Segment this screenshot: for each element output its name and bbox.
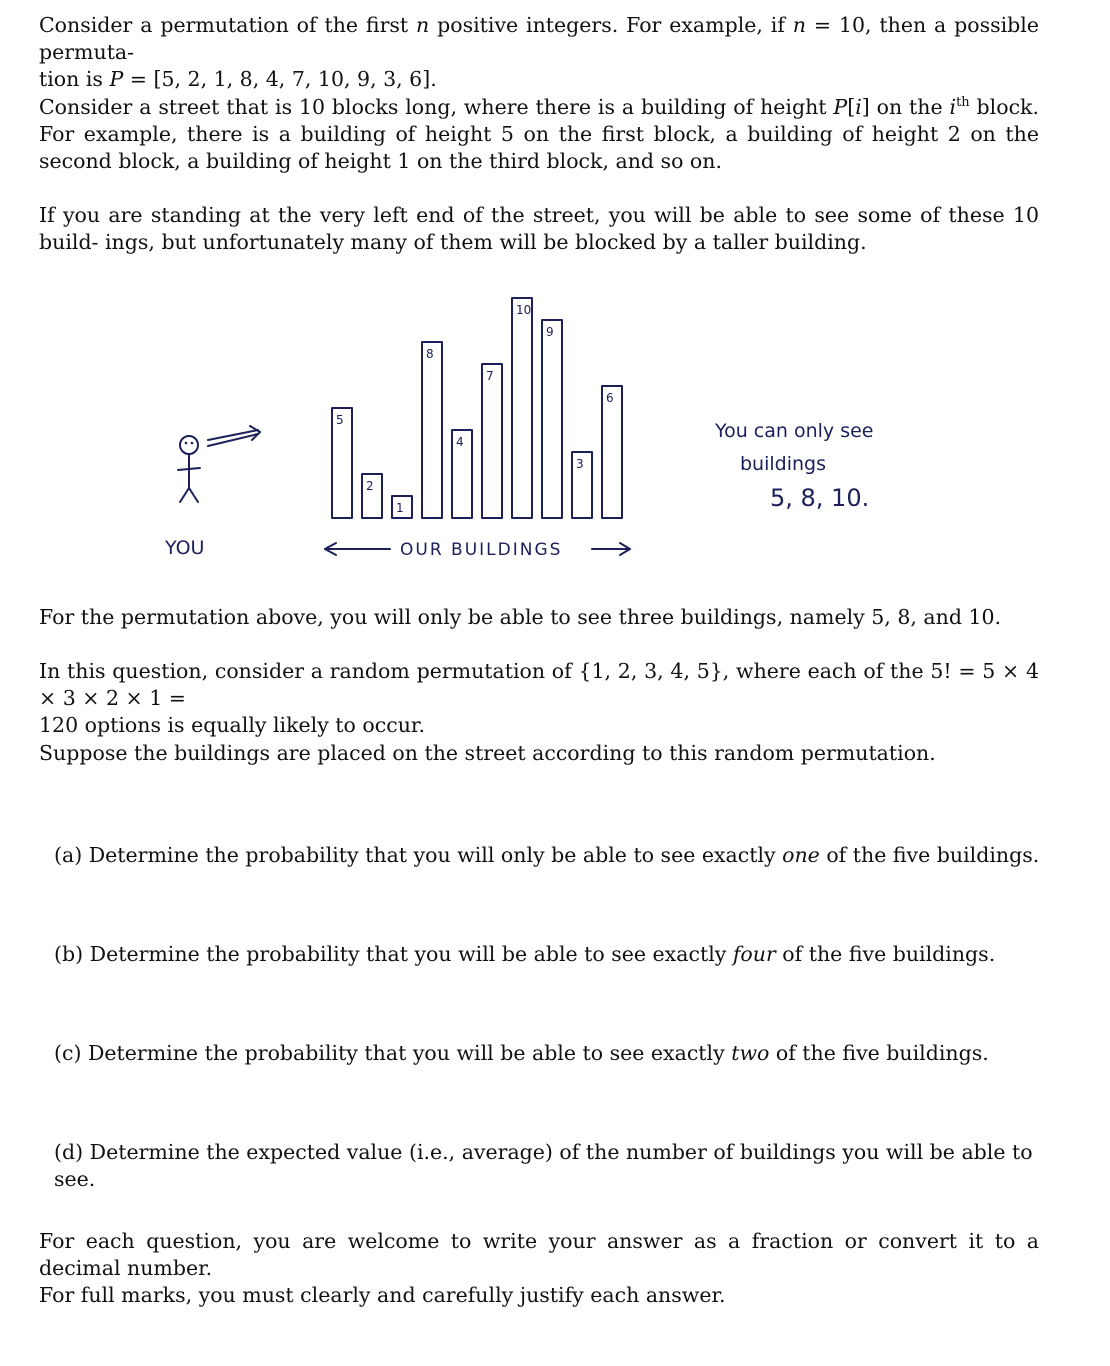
question-c: (c) Determine the probability that you will be able to see exactly two of the five buildings. xyxy=(54,1041,989,1065)
building-label: 8 xyxy=(426,347,434,361)
building-label: 5 xyxy=(336,413,344,427)
building-10 xyxy=(512,298,532,518)
street-label: OUR BUILDINGS xyxy=(400,540,563,560)
question-b: (b) Determine the probability that you will be able to see exactly four of the five buildings. xyxy=(54,942,996,966)
intro-paragraph-1: Consider a permutation of the first n positive integers. For example, if n = 10, then a possible permuta- tion is P = [5, 2, 1, 8, 4, 7, 10, 9, 3, 6]. xyxy=(39,13,1039,91)
stick-figure-icon xyxy=(178,436,200,502)
building-label: 1 xyxy=(396,501,404,515)
building-label: 10 xyxy=(516,303,532,317)
building-label: 9 xyxy=(546,325,554,339)
buildings-group xyxy=(332,298,622,518)
line-of-sight-arrow-icon xyxy=(208,426,260,446)
intro-paragraph-2: Consider a street that is 10 blocks long, where there is a building of height P[i] on the $i^{th}$ block. For example, there is a building of height 5 on the first block, a building of height 2 on the second block, a building of height 1 on the third block, and so on. xyxy=(39,95,1039,173)
question-d: (d) Determine the expected value (i.e., average) of the number of buildings you will be able to see. xyxy=(54,1140,1033,1191)
paragraph-visible-count: For the permutation above, you will only be able to see three buildings, namely 5, 8, and 10. xyxy=(39,605,1002,629)
note-line-1: You can only see xyxy=(715,420,874,442)
footer-instructions: For each question, you are welcome to write your answer as a fraction or convert it to a decimal number. For full marks, you must clearly and carefully justify each answer. xyxy=(39,1229,1039,1307)
building-label: 6 xyxy=(606,391,614,405)
building-9 xyxy=(542,320,562,518)
intro-paragraph-3: If you are standing at the very left end of the street, you will be able to see some of these 10 build- ings, but unfortunately many of them will be blocked by a taller building. xyxy=(39,203,1039,254)
building-label: 4 xyxy=(456,435,464,449)
note-line-2: buildings xyxy=(740,453,827,475)
buildings-sketch xyxy=(160,280,940,570)
building-label: 7 xyxy=(486,369,494,383)
question-a: (a) Determine the probability that you will only be able to see exactly one of the five buildings. xyxy=(54,843,1040,867)
building-7 xyxy=(482,364,502,518)
note-line-3: 5, 8, 10. xyxy=(770,484,870,512)
paragraph-placement: Suppose the buildings are placed on the street according to this random permutation. xyxy=(39,741,936,765)
building-label: 3 xyxy=(576,457,584,471)
person-label: YOU xyxy=(165,537,205,559)
building-label: 2 xyxy=(366,479,374,493)
building-6 xyxy=(602,386,622,518)
paragraph-random-permutation: In this question, consider a random permutation of {1, 2, 3, 4, 5}, where each of the 5! = 5 × 4 × 3 × 2 × 1 = 120 options is equally likely to occur. xyxy=(39,659,1039,737)
building-8 xyxy=(422,342,442,518)
